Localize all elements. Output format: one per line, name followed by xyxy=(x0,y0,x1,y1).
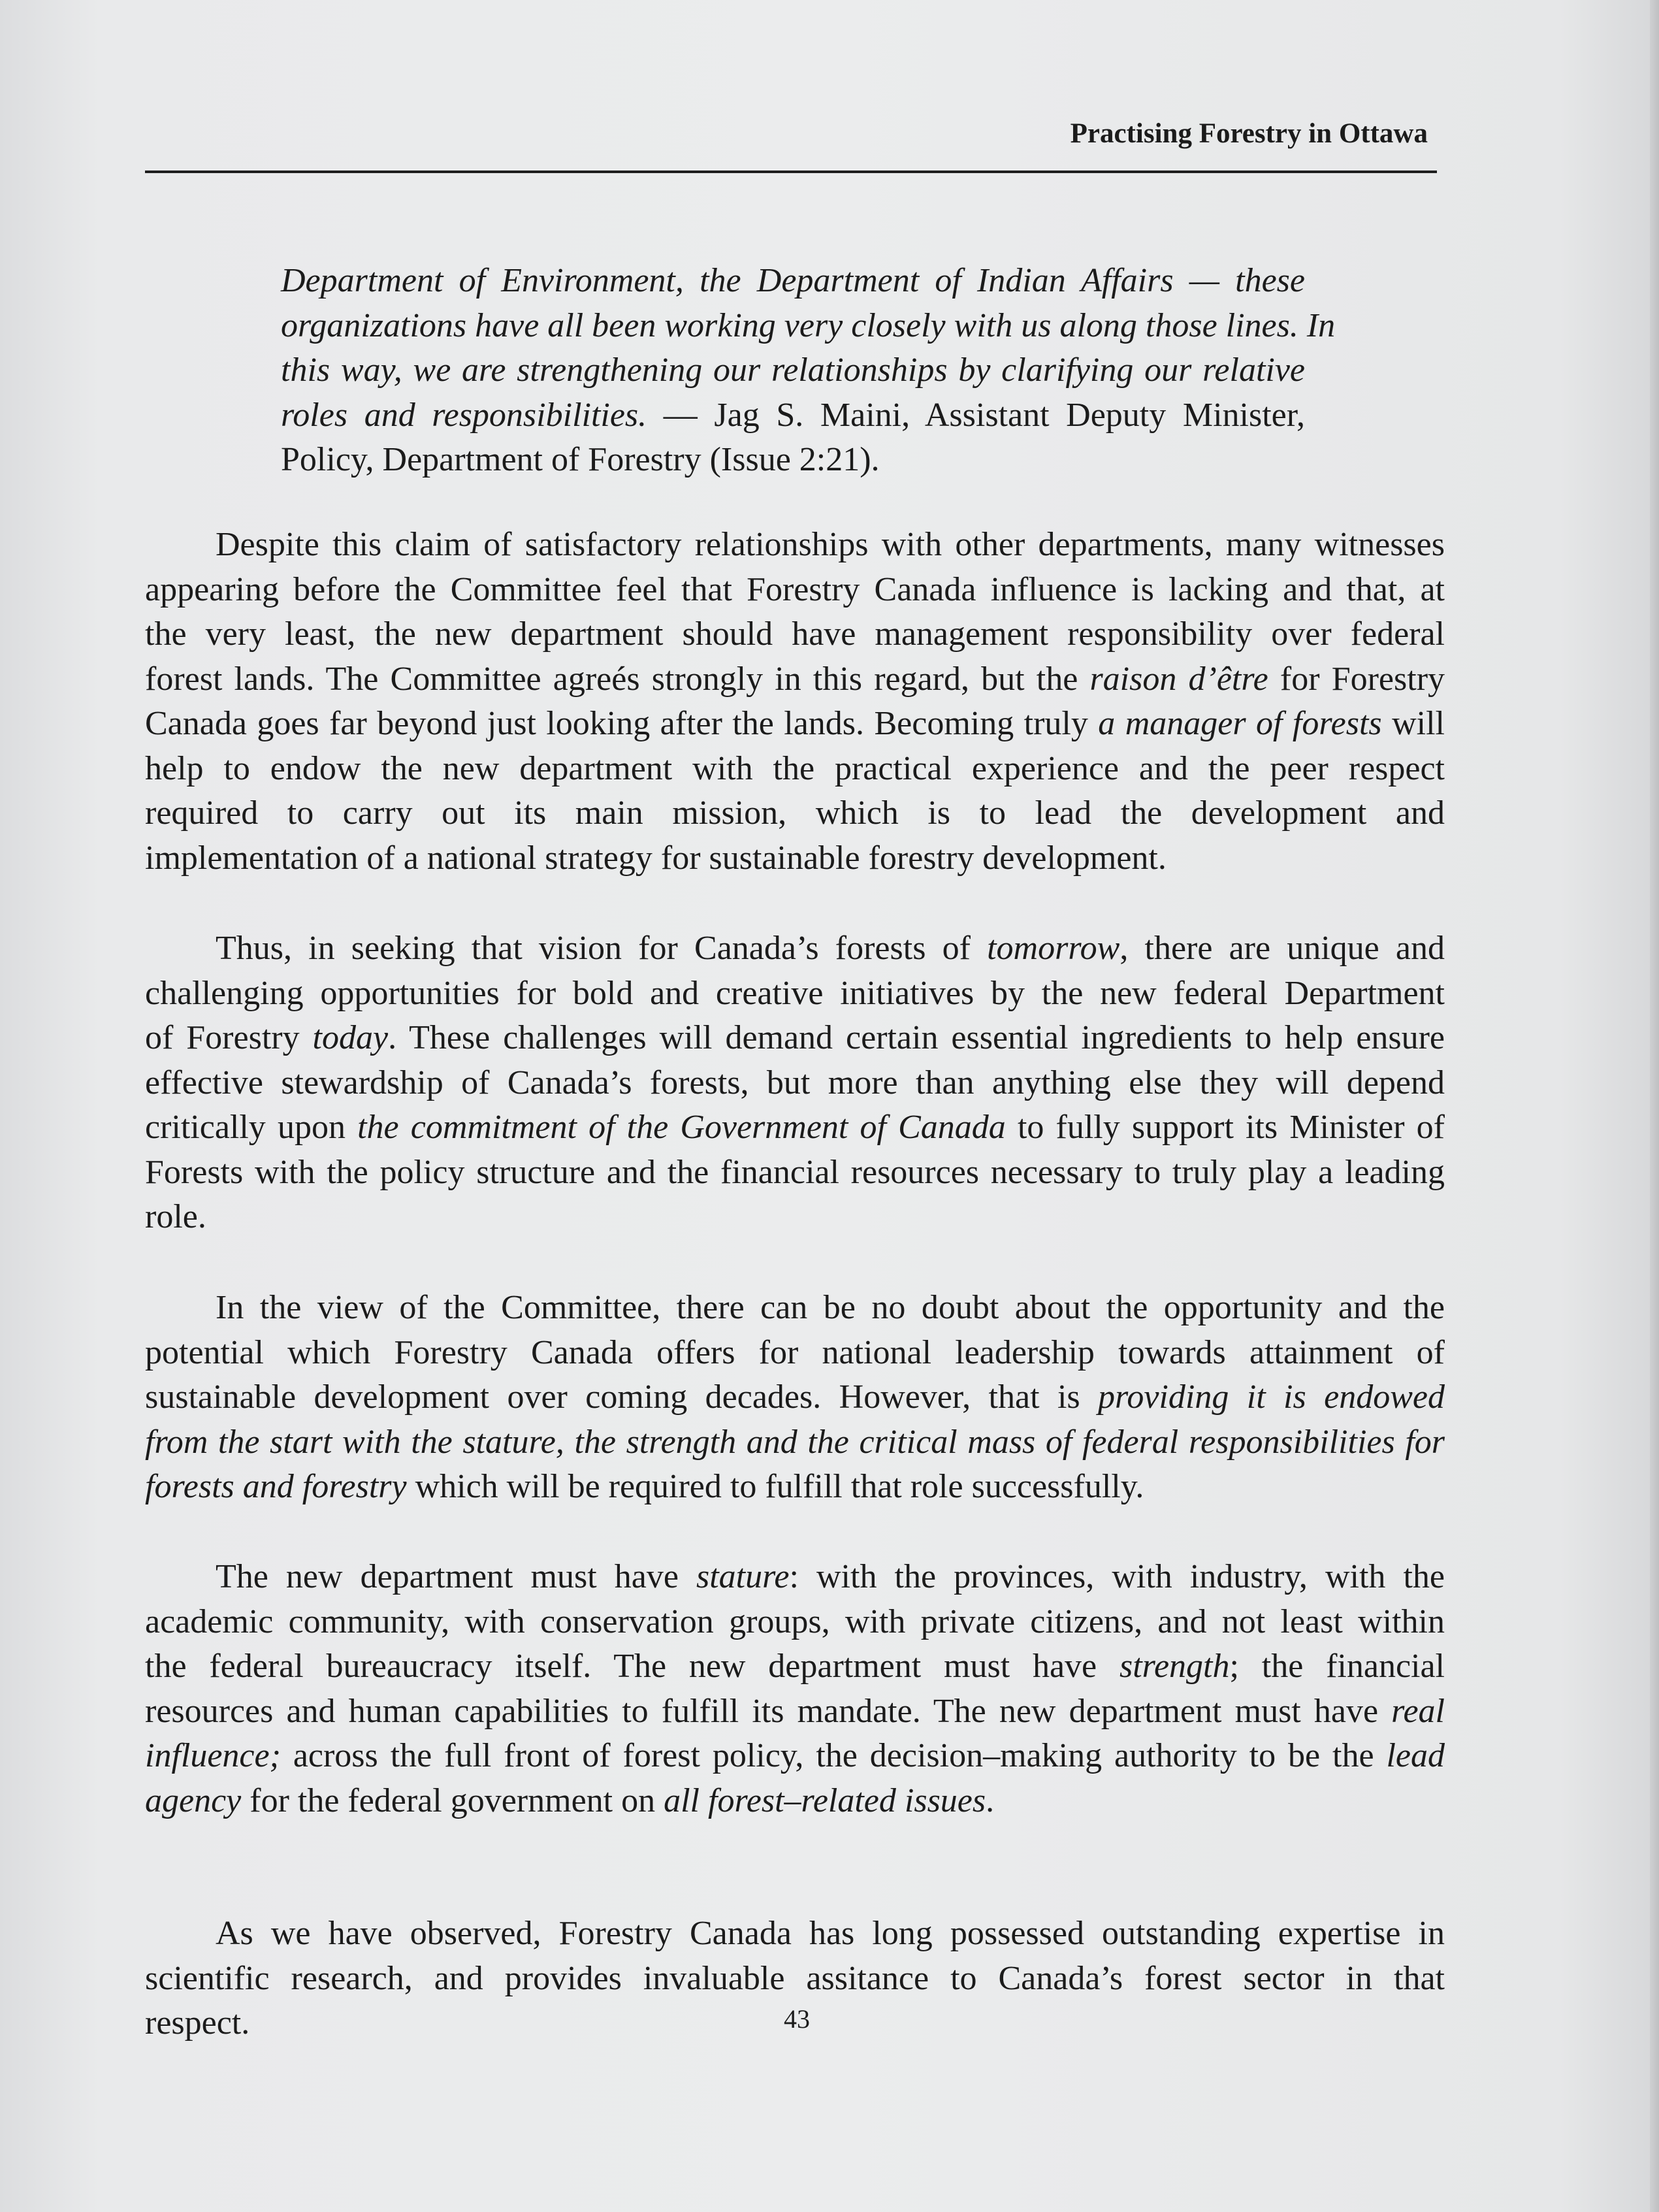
text-line: potential which Forestry Canada offers for national leadership towards attainment of xyxy=(145,1333,1445,1371)
text-line xyxy=(145,702,1445,747)
italic-run: tomorrow xyxy=(987,930,1120,967)
text-run: forest lands. The Committee agreés strongly in this regard, but the xyxy=(145,660,1090,698)
text-run: ; the financial xyxy=(1229,1648,1445,1685)
italic-run: providing it is endowed xyxy=(1098,1378,1445,1416)
text-line: the very least, the new department should have management responsibility over federal xyxy=(145,615,1445,653)
quote-line xyxy=(281,304,1336,349)
text-run: , there are unique and xyxy=(1119,930,1445,967)
text-run: which will be required to fulfill that role successfully. xyxy=(406,1468,1144,1505)
quote-text: Department of Environment, the Department of Indian Affairs — these xyxy=(281,262,1305,299)
text-run: resources and human capabilities to fulfill its mandate. The new department must have xyxy=(145,1692,1392,1730)
text-run: for Forestry xyxy=(1268,660,1445,698)
quote-attribution: Policy, Department of Forestry (Issue 2:21). xyxy=(281,441,880,478)
italic-run: lead xyxy=(1386,1737,1445,1774)
text-run: critically upon xyxy=(145,1109,358,1146)
text-line xyxy=(145,657,1445,702)
paragraph-4 xyxy=(145,1555,1445,1823)
text-run: The new department must have xyxy=(216,1558,696,1595)
text-line: implementation of a national strategy for sustainable forestry development. xyxy=(145,839,1167,877)
italic-run: stature xyxy=(696,1558,790,1595)
text-run: Thus, in seeking that vision for Canada’s forests of xyxy=(216,930,988,967)
header-rule xyxy=(145,171,1437,173)
italic-run: all forest–related issues xyxy=(664,1781,986,1819)
quote-attribution: — Jag S. Maini, Assistant Deputy Minister, xyxy=(647,396,1305,434)
text-line: role. xyxy=(145,1198,206,1235)
text-line: effective stewardship of Canada’s forests, but more than anything else they will depend xyxy=(145,1064,1445,1101)
text-line: Despite this claim of satisfactory relationships with other departments, many witnesses xyxy=(216,526,1445,563)
quote-line xyxy=(281,393,1305,438)
text-line xyxy=(145,1644,1445,1689)
text-line xyxy=(145,1420,1445,1465)
text-line: Forests with the policy structure and the financial resources necessary to truly play a leading xyxy=(145,1153,1445,1191)
quote-line xyxy=(281,438,1305,483)
text-line: As we have observed, Forestry Canada has long possessed outstanding expertise in xyxy=(216,1915,1445,1952)
italic-run: raison d’être xyxy=(1089,660,1268,698)
text-run: sustainable development over coming decades. However, that is xyxy=(145,1378,1099,1416)
paragraph-2 xyxy=(145,926,1445,1240)
italic-run: agency xyxy=(145,1781,242,1819)
text-line: academic community, with conservation groups, with private citizens, and not least within xyxy=(145,1602,1445,1640)
text-line: required to carry out its main mission, which is to lead the development and xyxy=(145,794,1445,832)
quote-text: organizations have all been working very closely with us along those lines. In xyxy=(281,306,1336,344)
text-run: for the federal government on xyxy=(241,1781,664,1819)
quote-line xyxy=(281,348,1305,393)
text-run: to fully support its Minister of xyxy=(1005,1109,1445,1146)
text-line xyxy=(145,1734,1445,1779)
text-line: scientific research, and provides invaluable assitance to Canada’s forest sector in that xyxy=(145,1959,1445,1997)
text-run: the federal bureaucracy itself. The new department must have xyxy=(145,1648,1119,1685)
text-run: will xyxy=(1381,705,1445,742)
text-line xyxy=(145,1689,1445,1734)
italic-run: influence; xyxy=(145,1737,281,1774)
quote-block xyxy=(281,259,1336,483)
text-run: . These challenges will demand certain essential ingredients to help ensure xyxy=(388,1019,1445,1056)
page-number: 43 xyxy=(784,2004,810,2034)
text-line: help to endow the new department with the practical experience and the peer respect xyxy=(145,749,1445,787)
text-line xyxy=(145,1105,1445,1150)
quote-text: this way, we are strengthening our relationships by clarifying our relative xyxy=(281,351,1305,389)
italic-run: strength xyxy=(1119,1648,1230,1685)
text-run: : with the provinces, with industry, with the xyxy=(789,1558,1445,1595)
text-line: challenging opportunities for bold and creative initiatives by the new federal Department xyxy=(145,974,1445,1012)
quote-text: roles and responsibilities. xyxy=(281,396,647,434)
italic-run: the commitment of the Government of Canada xyxy=(357,1109,1006,1146)
text-run: . xyxy=(986,1781,995,1819)
paragraph-3 xyxy=(145,1286,1445,1510)
page-edge xyxy=(1650,0,1659,2212)
text-run: of Forestry xyxy=(145,1019,313,1056)
italic-run: today xyxy=(312,1019,389,1056)
italic-run: a manager of forests xyxy=(1098,705,1382,742)
text-run: Canada goes far beyond just looking after the lands. Becoming truly xyxy=(145,705,1099,742)
italic-run: forests and forestry xyxy=(145,1468,407,1505)
text-run: across the full front of forest policy, the decision–making authority to be the xyxy=(280,1737,1387,1774)
text-line xyxy=(145,1779,1445,1824)
text-line xyxy=(145,1555,1445,1600)
text-line xyxy=(145,1016,1445,1061)
italic-run: from the start with the stature, the strength and the critical mass of federal responsibilities for xyxy=(145,1423,1445,1461)
italic-run: real xyxy=(1391,1692,1445,1730)
text-line: respect. xyxy=(145,2004,250,2041)
text-line xyxy=(145,1465,1445,1510)
text-line: appearing before the Committee feel that Forestry Canada influence is lacking and that, at xyxy=(145,570,1445,608)
text-line: In the view of the Committee, there can be no doubt about the opportunity and the xyxy=(216,1289,1445,1326)
paragraph-1 xyxy=(145,523,1445,881)
running-head: Practising Forestry in Ottawa xyxy=(1070,118,1428,149)
quote-line xyxy=(281,259,1305,304)
text-line xyxy=(145,1375,1445,1420)
text-line xyxy=(145,926,1445,971)
